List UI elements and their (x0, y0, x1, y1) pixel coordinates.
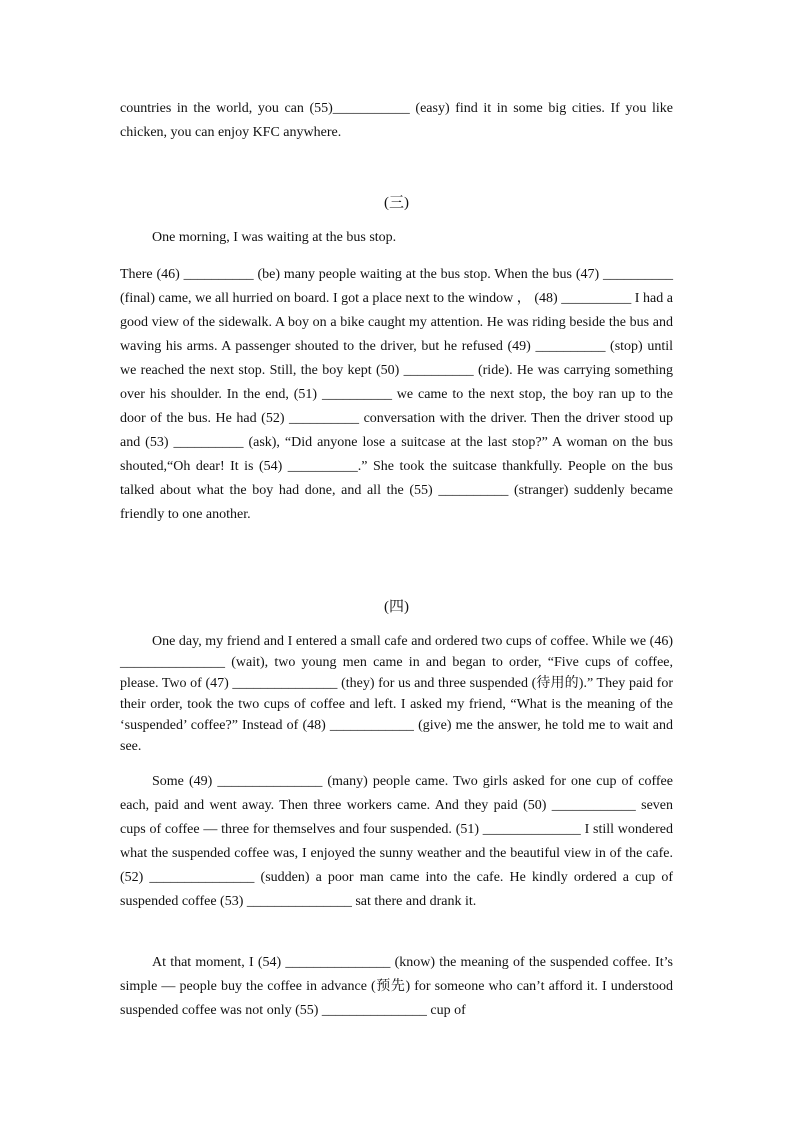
paragraph: countries in the world, you can (55)___________ (easy) find it in some big cities. If you like chicken, you can enjoy KFC anywhere. (120, 101, 673, 140)
section-four-heading: (四) (384, 599, 409, 615)
paragraph: There (46) __________ (be) many people waiting at the bus stop. When the bus (47) __________ (final) came, we all hurried on board. I got a place next to the window ， (48) __________ I had a good view of the sidewalk. A boy on a bike caught my attention. He was riding beside the bus and waving his arms. A passenger shouted to the driver, but he refused (49) __________ (stop) until we reached the next stop. Still, the boy kept (50) __________ (ride). He was carrying something over his shoulder. In the end, (51) __________ we came to the next stop, the boy ran up to the door of the bus. He had (52) __________ conversation with the driver. Then the driver stood up and (53) __________ (ask), “Did anyone lose a suitcase at the last stop?” A woman on the bus shouted,“Oh dear! It is (54) __________.” She took the suitcase thankfully. People on the bus talked about what the boy had done, and all the (55) __________ (stranger) suddenly became friendly to one another. (120, 267, 673, 522)
paragraph: One morning, I was waiting at the bus stop. (152, 230, 397, 245)
section-three-intro (120, 226, 673, 250)
section-four-paragraph-2 (120, 770, 673, 914)
section-four-paragraph-1 (120, 631, 673, 757)
paragraph: One day, my friend and I entered a small cafe and ordered two cups of coffee. While we (46) _______________ (wait), two young men came in and began to order, “Five cups of coffee, please. Two of (47) _______________ (they) for us and three suspended (待用的).” They paid for their order, took the two cups of coffee and left. I asked my friend, “What is the meaning of the ‘suspended’ coffee?” Instead of (48) ____________ (give) me the answer, he told me to wait and see. (120, 634, 673, 754)
section-four-paragraph-3 (120, 951, 673, 1023)
section-three-passage (120, 263, 673, 527)
paragraph: At that moment, I (54) _______________ (know) the meaning of the suspended coffee. It’s simple — people buy the coffee in advance (预先) for someone who can’t afford it. I understood suspended coffee was not only (55) _______________ cup of (120, 955, 673, 1018)
section-two-closing-text (120, 97, 673, 145)
section-three-heading: (三) (384, 195, 409, 211)
paragraph: Some (49) _______________ (many) people came. Two girls asked for one cup of coffee each, paid and went away. Then three workers came. And they paid (50) ____________ seven cups of coffee — three for themselves and four suspended. (51) ______________ I still wondered what the suspended coffee was, I enjoyed the sunny weather and the beautiful view in of the cafe. (52) _______________ (sudden) a poor man came into the cafe. He kindly ordered a cup of suspended coffee (53) _______________ sat there and drank it. (120, 774, 673, 909)
